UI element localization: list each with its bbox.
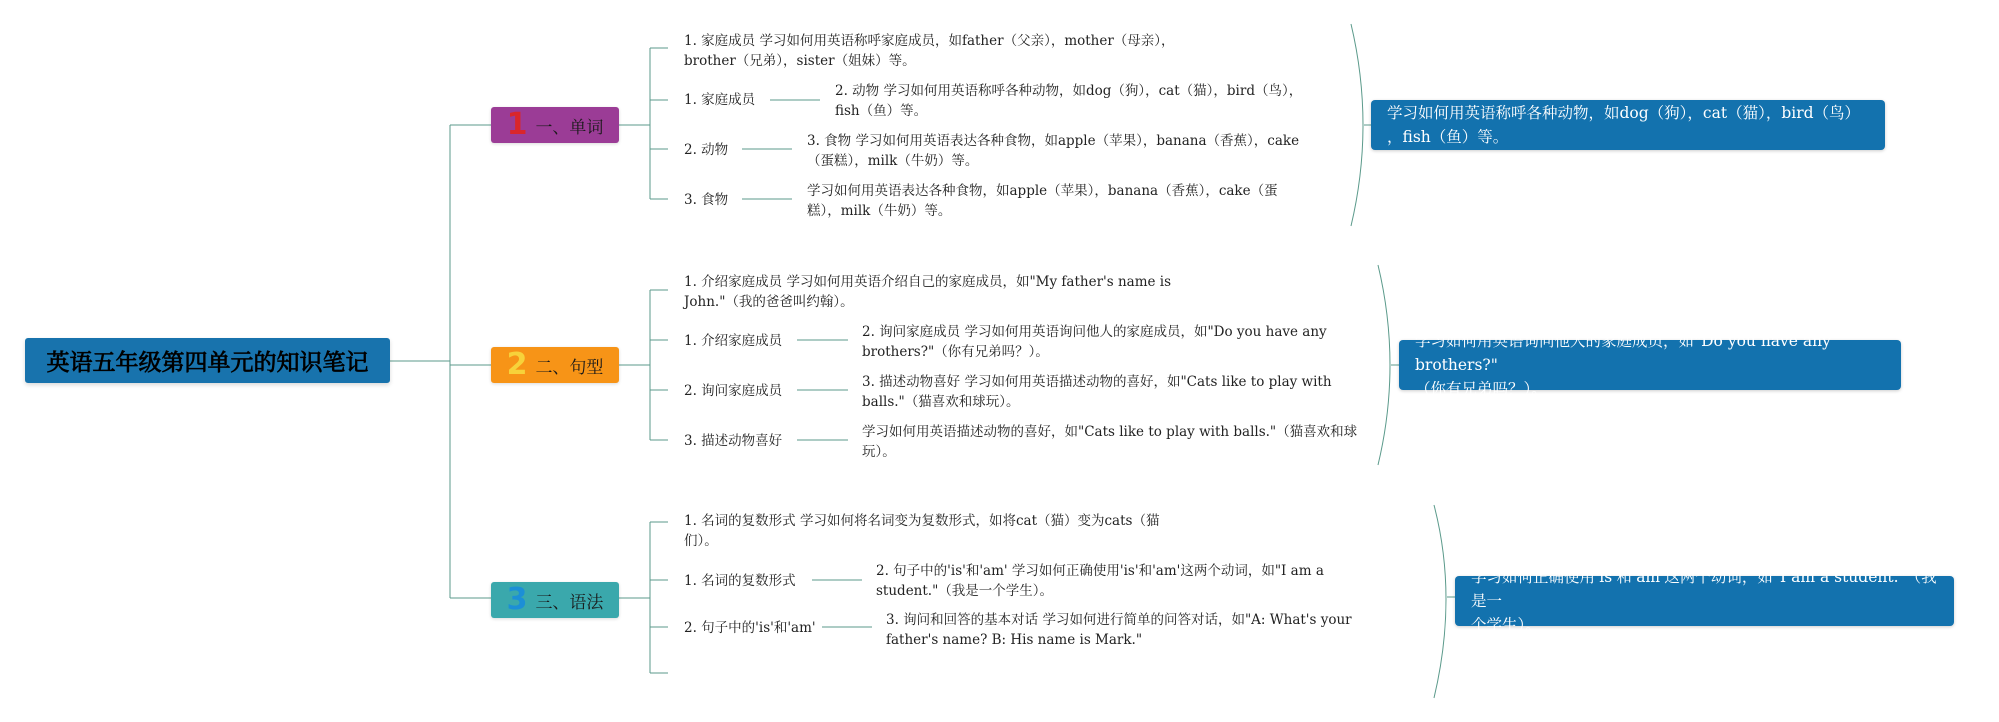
- branch-number: 1: [506, 107, 528, 142]
- branch-label: 二、句型: [535, 357, 604, 378]
- branch-vocabulary[interactable]: [491, 107, 619, 143]
- leaf-vocab-food-detail[interactable]: 3. 食物 学习如何用英语表达各种食物，如apple（苹果），banana（香蕉），cake （蛋糕），milk（牛奶）等。: [807, 133, 1300, 169]
- root-topic[interactable]: [25, 338, 390, 383]
- leaf-vocab-animals[interactable]: 2. 动物: [684, 142, 729, 158]
- branch-number: 3: [506, 582, 528, 617]
- leaf-grammar-is-am[interactable]: 2. 句子中的'is'和'am': [684, 620, 816, 636]
- leaf-vocab-animals-detail[interactable]: 2. 动物 学习如何用英语称呼各种动物，如dog（狗），cat（猫），bird（鸟）， fish（鱼）等。: [835, 83, 1303, 119]
- leaf-grammar-dialogue-detail[interactable]: 3. 询问和回答的基本对话 学习如何进行简单的问答对话，如"A: What's your father's name? B: His name is Mark.": [886, 612, 1352, 648]
- branch-grammar[interactable]: [491, 582, 619, 618]
- leaf-pattern-introduce-detail[interactable]: 1. 介绍家庭成员 学习如何用英语介绍自己的家庭成员，如"My father's name is John."（我的爸爸叫约翰）。: [684, 274, 1172, 310]
- leaf-pattern-ask[interactable]: 2. 询问家庭成员: [684, 383, 783, 399]
- leaf-pattern-describe-note[interactable]: 学习如何用英语描述动物的喜好，如"Cats like to play with balls."（猫喜欢和球 玩）。: [862, 424, 1358, 460]
- leaf-pattern-introduce[interactable]: 1. 介绍家庭成员: [684, 333, 783, 349]
- leaf-pattern-ask-detail[interactable]: 2. 询问家庭成员 学习如何用英语询问他人的家庭成员，如"Do you have any brothers?"（你有兄弟吗？）。: [862, 324, 1327, 360]
- leaf-vocab-family[interactable]: 1. 家庭成员: [684, 92, 756, 108]
- leaf-vocab-family-detail[interactable]: 1. 家庭成员 学习如何用英语称呼家庭成员，如father（父亲），mother（母亲）， brother（兄弟），sister（姐妹）等。: [684, 33, 1175, 69]
- branch-sentence-patterns[interactable]: [491, 347, 619, 383]
- summary-vocabulary[interactable]: 学习如何用英语称呼各种动物，如dog（狗），cat（猫），bird（鸟） ，fish（鱼）等。: [1371, 100, 1885, 150]
- leaf-vocab-food-note[interactable]: 学习如何用英语表达各种食物，如apple（苹果），banana（香蕉），cake（蛋 糕），milk（牛奶）等。: [807, 183, 1278, 219]
- leaf-pattern-describe-detail[interactable]: 3. 描述动物喜好 学习如何用英语描述动物的喜好，如"Cats like to play with balls."（猫喜欢和球玩）。: [862, 374, 1332, 410]
- summary-sentence-patterns[interactable]: 学习如何用英语询问他人的家庭成员，如"Do you have any brothers?" （你有兄弟吗？）。: [1399, 340, 1901, 390]
- leaf-pattern-describe[interactable]: 3. 描述动物喜好: [684, 433, 783, 449]
- root-title: 英语五年级第四单元的知识笔记: [46, 350, 369, 376]
- branch-number: 2: [506, 347, 528, 382]
- leaf-grammar-is-am-detail[interactable]: 2. 句子中的'is'和'am' 学习如何正确使用'is'和'am'这两个动词，如"I am a student."（我是一个学生）。: [876, 563, 1324, 599]
- leaf-grammar-plural[interactable]: 1. 名词的复数形式: [684, 573, 796, 589]
- leaf-grammar-plural-detail[interactable]: 1. 名词的复数形式 学习如何将名词变为复数形式，如将cat（猫）变为cats（猫 们）。: [684, 513, 1160, 549]
- summary-grammar[interactable]: 学习如何正确使用'is'和'am'这两个动词，如"I am a student."（我是一 个学生）。: [1455, 576, 1954, 626]
- branch-label: 一、单词: [535, 117, 604, 138]
- branch-label: 三、语法: [535, 592, 604, 613]
- leaf-vocab-food[interactable]: 3. 食物: [684, 192, 729, 208]
